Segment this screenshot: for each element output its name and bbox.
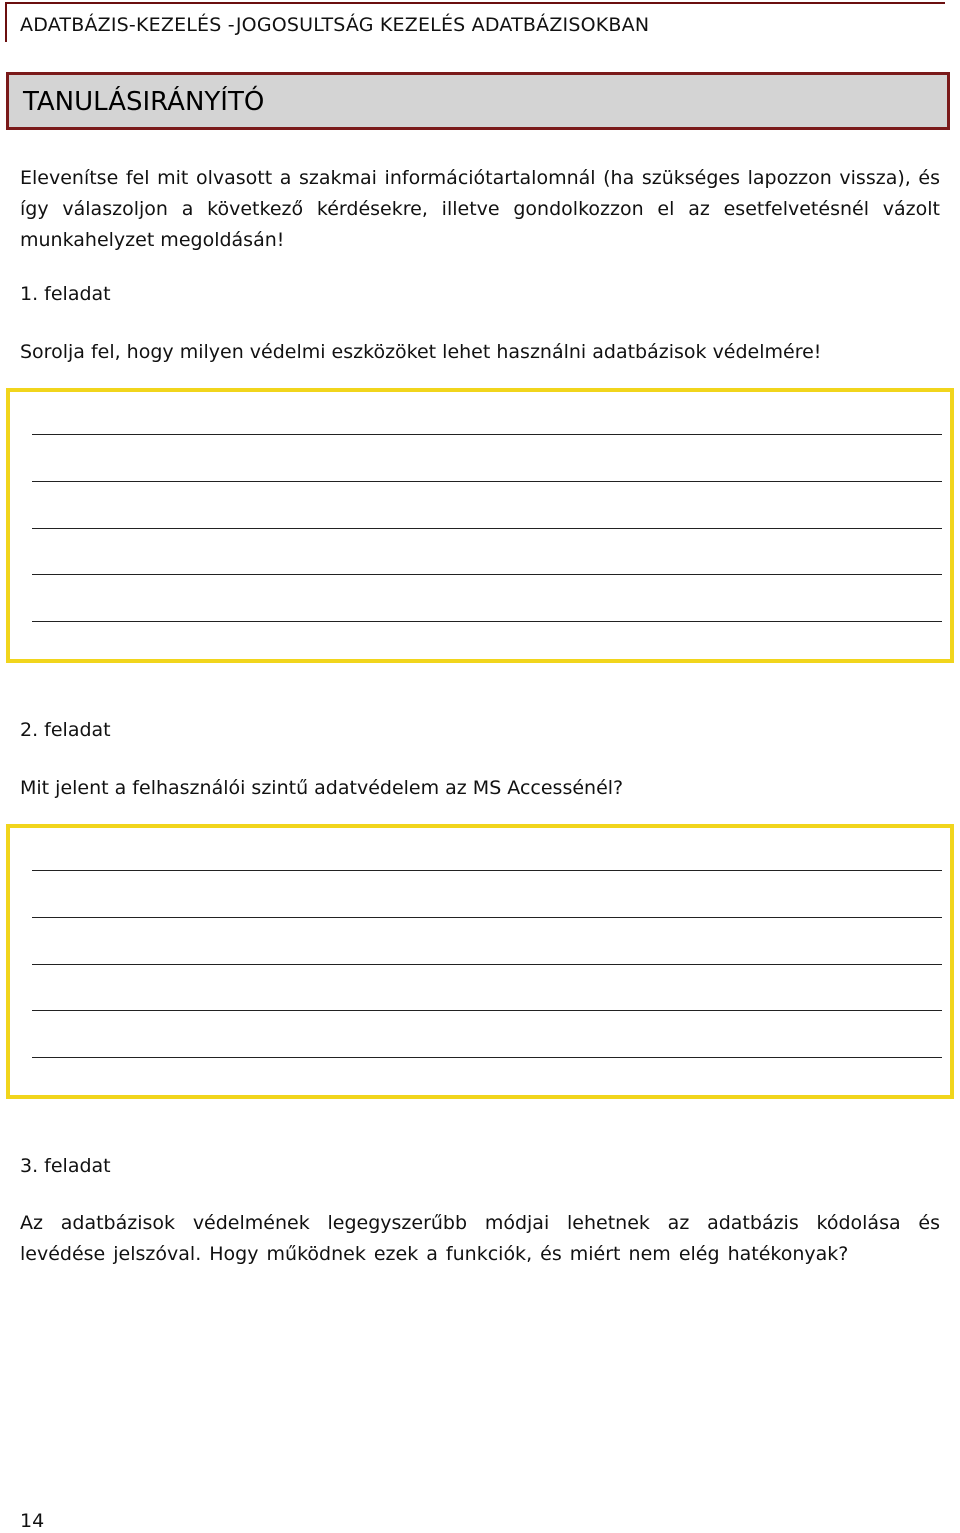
section-title: TANULÁSIRÁNYÍTÓ <box>23 87 265 117</box>
answer-line[interactable] <box>32 528 942 529</box>
task-2-label: 2. feladat <box>20 719 111 741</box>
page-number: 14 <box>20 1510 45 1532</box>
task-1-answer-box[interactable] <box>6 388 954 663</box>
answer-line[interactable] <box>32 1057 942 1058</box>
answer-line[interactable] <box>32 964 942 965</box>
task-2-question: Mit jelent a felhasználói szintű adatvédelem az MS Accessénél? <box>20 777 624 799</box>
running-header: ADATBÁZIS-KEZELÉS -JOGOSULTSÁG KEZELÉS ADATBÁZISOKBAN <box>20 14 650 36</box>
task-1-question: Sorolja fel, hogy milyen védelmi eszközöket lehet használni adatbázisok védelmére! <box>20 341 822 363</box>
task-1-label: 1. feladat <box>20 283 111 305</box>
section-title-box <box>6 72 950 130</box>
answer-line[interactable] <box>32 574 942 575</box>
task-3-label: 3. feladat <box>20 1155 111 1177</box>
header-rule <box>5 2 945 4</box>
task-3-question: Az adatbázisok védelmének legegyszerűbb módjai lehetnek az adatbázis kódolása és levédése jelszóval. Hogy működnek ezek a funkciók, és miért nem elég hatékonyak? <box>20 1212 940 1265</box>
answer-line[interactable] <box>32 1010 942 1011</box>
task-2-answer-box[interactable] <box>6 824 954 1099</box>
answer-line[interactable] <box>32 917 942 918</box>
answer-line[interactable] <box>32 870 942 871</box>
answer-line[interactable] <box>32 434 942 435</box>
answer-line[interactable] <box>32 481 942 482</box>
intro-paragraph: Elevenítse fel mit olvasott a szakmai információtartalomnál (ha szükséges lapozzon vissza), és így válaszoljon a következő kérdésekre, illetve gondolkozzon el az esetfelvetésnél vázolt munkahelyzet megoldásán! <box>20 167 940 251</box>
header-rule-left <box>5 2 7 42</box>
answer-line[interactable] <box>32 621 942 622</box>
